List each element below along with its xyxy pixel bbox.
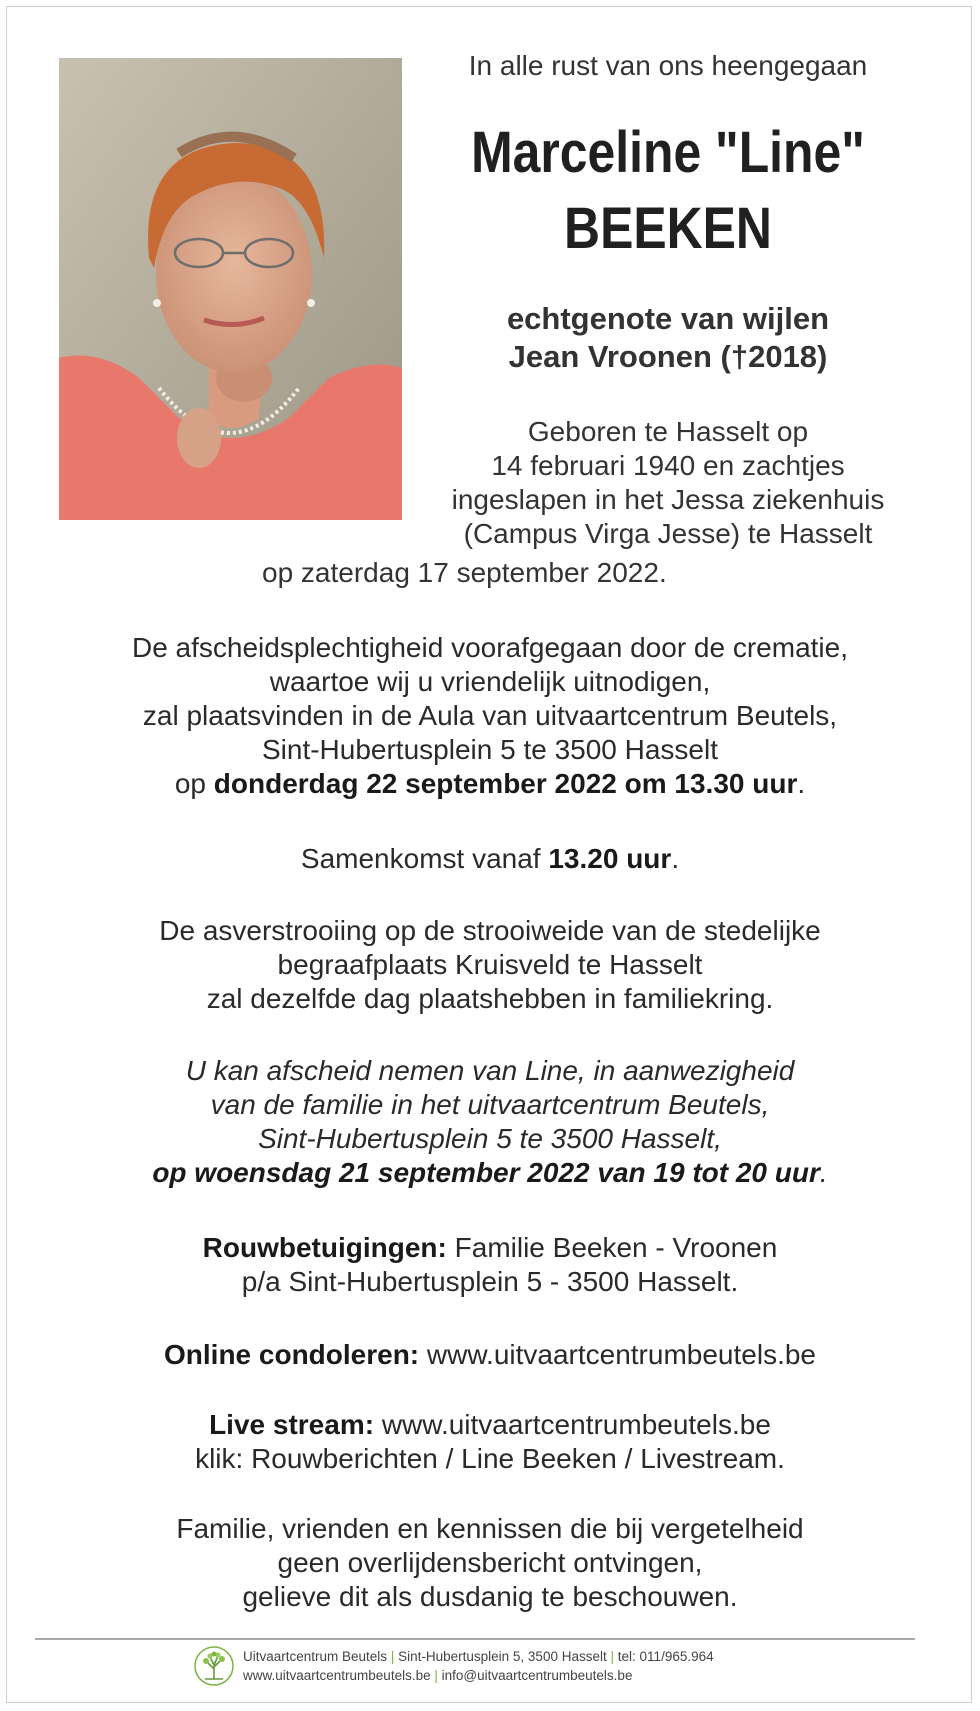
farewell-paragraph: [0, 1054, 980, 1190]
ceremony-line-4: Sint-Hubertusplein 5 te 3500 Hasselt: [261, 734, 719, 765]
spouse-line-2: Jean Vroonen (†2018): [508, 339, 828, 374]
footer-separator: |: [610, 1649, 615, 1664]
livestream-label: Live stream:: [209, 1409, 375, 1440]
gathering-suffix: .: [671, 843, 680, 874]
death-date-line: op zaterdag 17 september 2022.: [262, 557, 667, 588]
condolences-address: p/a Sint-Hubertusplein 5 - 3500 Hasselt.: [241, 1266, 739, 1297]
footer-divider: [35, 1638, 915, 1640]
condolences-recipient: Familie Beeken - Vroonen: [446, 1232, 778, 1263]
livestream-paragraph: [0, 1408, 980, 1476]
closing-line-1: Familie, vrienden en kennissen die bij vergetelheid: [176, 1513, 804, 1544]
footer-phone: tel: 011/965.964: [617, 1649, 714, 1664]
gathering-time: 13.20 uur: [548, 843, 672, 874]
footer-separator: |: [434, 1668, 438, 1683]
footer-website-link[interactable]: www.uitvaartcentrumbeutels.be: [243, 1668, 431, 1683]
footer-line-2: [243, 1666, 714, 1685]
farewell-date-suffix: .: [819, 1157, 828, 1188]
scattering-line-2: begraafplaats Kruisveld te Hasselt: [277, 949, 703, 980]
livestream-link[interactable]: www.uitvaartcentrumbeutels.be: [374, 1409, 771, 1440]
farewell-date: op woensdag 21 september 2022 van 19 tot 20 uur: [152, 1157, 820, 1188]
ceremony-paragraph: [0, 631, 980, 801]
birth-line-3: ingeslapen in het Jessa ziekenhuis: [451, 484, 885, 515]
farewell-line-1: U kan afscheid nemen van Line, in aanwezigheid: [185, 1055, 795, 1086]
spouse-line-1: echtgenote van wijlen: [506, 301, 830, 336]
ceremony-line-2: waartoe wij u vriendelijk uitnodigen,: [269, 666, 711, 697]
portrait-photo: [59, 58, 402, 520]
deceased-name: [453, 115, 883, 267]
gathering-paragraph: [0, 842, 980, 876]
ceremony-line-1: De afscheidsplechtigheid voorafgegaan door de crematie,: [131, 632, 848, 663]
online-condolences-paragraph: [0, 1338, 980, 1372]
birth-line-1: Geboren te Hasselt op: [527, 416, 809, 447]
online-condolences-label: Online condoleren:: [164, 1339, 420, 1370]
condolences-paragraph: [0, 1231, 980, 1299]
name-line-surname: BEEKEN: [564, 196, 772, 261]
spouse-info: [418, 300, 918, 376]
name-line-first: Marceline "Line": [471, 120, 865, 185]
footer-address: Sint-Hubertusplein 5, 3500 Hasselt: [398, 1649, 607, 1664]
scattering-paragraph: [0, 914, 980, 1016]
ceremony-date-prefix: op: [174, 768, 214, 799]
closing-paragraph: [0, 1512, 980, 1614]
condolences-label: Rouwbetuigingen:: [202, 1232, 447, 1263]
footer-email-link[interactable]: info@uitvaartcentrumbeutels.be: [441, 1668, 633, 1683]
footer-line-1: [243, 1647, 714, 1666]
farewell-line-3: Sint-Hubertusplein 5 te 3500 Hasselt,: [258, 1123, 722, 1154]
closing-line-3: gelieve dit als dusdanig te beschouwen.: [242, 1581, 738, 1612]
footer-company: Uitvaartcentrum Beutels: [243, 1649, 388, 1664]
footer-contact: [243, 1647, 714, 1685]
tree-logo-icon: [193, 1645, 235, 1687]
scattering-line-1: De asverstrooiing op de strooiweide van de stedelijke: [159, 915, 821, 946]
gathering-prefix: Samenkomst vanaf: [300, 843, 549, 874]
ceremony-line-3: zal plaatsvinden in de Aula van uitvaartcentrum Beutels,: [142, 700, 838, 731]
birth-line-4: (Campus Virga Jesse) te Hasselt: [463, 518, 873, 549]
ceremony-date: donderdag 22 september 2022 om 13.30 uur: [213, 768, 798, 799]
scattering-line-3: zal dezelfde dag plaatshebben in familiekring.: [206, 983, 774, 1014]
closing-line-2: geen overlijdensbericht ontvingen,: [277, 1547, 703, 1578]
birth-death-info: [418, 415, 918, 551]
ceremony-date-line: [0, 767, 980, 801]
farewell-line-2: van de familie in het uitvaartcentrum Beutels,: [210, 1089, 770, 1120]
birth-line-2: 14 februari 1940 en zachtjes: [491, 450, 845, 481]
livestream-instructions: klik: Rouwberichten / Line Beeken / Livestream.: [195, 1443, 785, 1474]
online-condolences-link[interactable]: www.uitvaartcentrumbeutels.be: [419, 1339, 816, 1370]
ceremony-date-suffix: .: [797, 768, 806, 799]
footer-separator: |: [390, 1649, 395, 1664]
intro-text: In alle rust van ons heengegaan: [468, 50, 868, 81]
farewell-date-line: [0, 1156, 980, 1190]
